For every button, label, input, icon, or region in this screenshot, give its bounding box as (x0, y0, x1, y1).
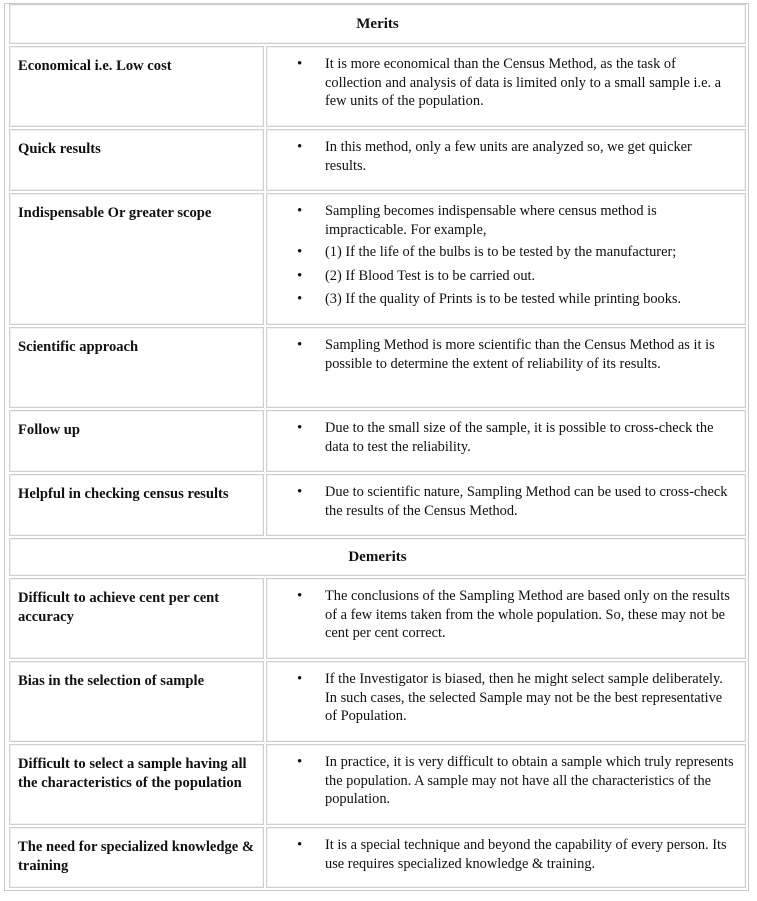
list-item: • In practice, it is very difficult to obtain a sample which truly represents the population. A sample may not have all the characteristics of the population. (267, 753, 745, 809)
merit-label-5: Follow up (9, 410, 264, 472)
list-item: • In this method, only a few units are analyzed so, we get quicker results. (267, 138, 745, 175)
demerit-label-4: The need for specialized knowledge & training (9, 827, 264, 888)
demerits-header-text: Demerits (348, 549, 407, 565)
merit-desc-6 (266, 474, 746, 536)
list-item: • Due to scientific nature, Sampling Method can be used to cross-check the results of the Census Method. (267, 483, 745, 520)
merit-points-1 (267, 55, 745, 111)
list-item: • It is a special technique and beyond the capability of every person. Its use requires specialized knowledge & training. (267, 836, 745, 873)
merit-label-1: Economical i.e. Low cost (9, 46, 264, 127)
merits-demerits-table (4, 3, 749, 891)
demerit-desc-2 (266, 661, 746, 742)
list-item: • Sampling becomes indispensable where census method is impracticable. For example, (267, 202, 745, 239)
list-item: • If the Investigator is biased, then he might select sample deliberately. In such cases, the selected Sample may not be the best representative of Population. (267, 670, 745, 726)
list-item: • (2) If Blood Test is to be carried out. (267, 267, 745, 286)
demerits-header (9, 538, 746, 576)
merit-desc-4 (266, 327, 746, 408)
merit-desc-3 (266, 193, 746, 325)
merit-label-4: Scientific approach (9, 327, 264, 408)
demerit-label-2: Bias in the selection of sample (9, 661, 264, 742)
merit-label-3: Indispensable Or greater scope (9, 193, 264, 325)
demerit-desc-1 (266, 578, 746, 659)
list-item: • (3) If the quality of Prints is to be tested while printing books. (267, 290, 745, 309)
list-item: • The conclusions of the Sampling Method are based only on the results of a few items taken from the whole population. So, these may not be cent per cent correct. (267, 587, 745, 643)
merit-label-6: Helpful in checking census results (9, 474, 264, 536)
list-item: • Sampling Method is more scientific than the Census Method as it is possible to determine the extent of reliability of its results. (267, 336, 745, 373)
merit-desc-5 (266, 410, 746, 472)
list-item: • (1) If the life of the bulbs is to be tested by the manufacturer; (267, 243, 745, 262)
demerit-label-1: Difficult to achieve cent per cent accuracy (9, 578, 264, 659)
merit-label-2: Quick results (9, 129, 264, 191)
merits-header-text: Merits (356, 16, 399, 32)
list-item: • It is more economical than the Census Method, as the task of collection and analysis of data is limited only to a small sample i.e. a few units of the population. (267, 55, 745, 111)
merit-desc-2 (266, 129, 746, 191)
demerit-desc-4 (266, 827, 746, 888)
merit-desc-1 (266, 46, 746, 127)
list-item: • Due to the small size of the sample, it is possible to cross-check the data to test the reliability. (267, 419, 745, 456)
demerit-label-3: Difficult to select a sample having all the characteristics of the population (9, 744, 264, 825)
merits-header (9, 4, 746, 44)
demerit-desc-3 (266, 744, 746, 825)
